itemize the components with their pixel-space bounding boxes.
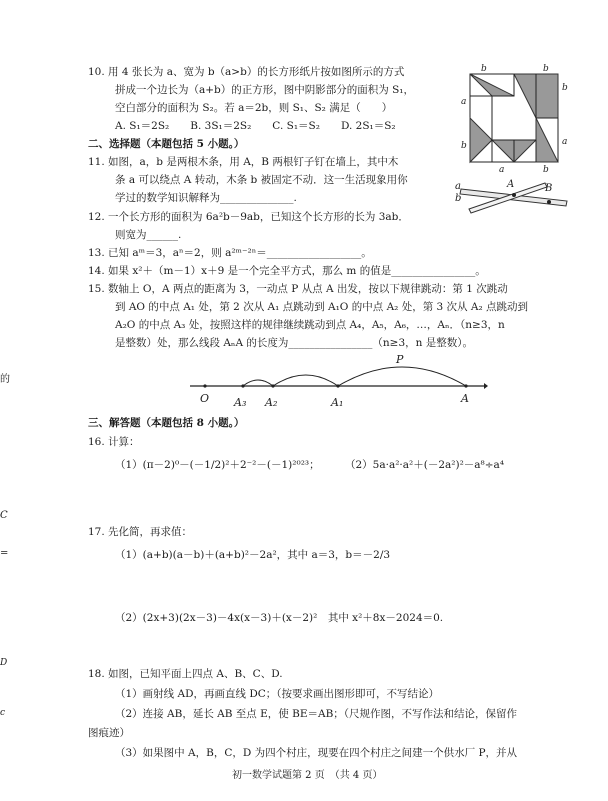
- margin-fragment: 的: [0, 374, 10, 385]
- q10-line3: 空白部分的面积为 S₂。若 a＝2b，则 S₁、S₂ 满足（ ）: [115, 102, 393, 114]
- q10-line2: 拼成一个边长为（a+b）的正方形，图中阴影部分的面积为 S₁，: [115, 84, 415, 96]
- margin-fragment: =: [0, 548, 9, 559]
- fig-label-b: b: [481, 64, 487, 74]
- margin-fragment: C: [0, 510, 8, 521]
- fig-label-a: a: [461, 97, 467, 107]
- fig-label-a: a: [455, 181, 461, 192]
- q15-number-line: [188, 350, 488, 412]
- q11-line3: 学过的数学知识解释为______________.: [115, 192, 297, 204]
- q15-line1: 15. 数轴上 O，A 两点的距离为 3，一动点 P 从点 A 出发，按以下规律跳动：第 1 次跳动: [88, 283, 508, 295]
- axis-label-A: A: [461, 392, 469, 405]
- q16-part2: （2）5a·a²·a²＋(－2a²)²－a⁸÷a⁴: [345, 459, 505, 471]
- section-2-heading: 二、选择题（本题包括 5 小题。）: [88, 138, 245, 150]
- q12-line1: 12. 一个长方形的面积为 6a²b－9ab，已知这个长方形的长为 3ab．: [88, 211, 409, 223]
- fig-label-a: a: [499, 165, 505, 174]
- axis-label-P: P: [396, 353, 404, 366]
- q10-line1: 10. 用 4 张长为 a、宽为 b（a>b）的长方形纸片按如图所示的方式: [88, 66, 405, 78]
- axis-label-A3: A₃: [234, 396, 247, 409]
- q15-line4: 是整数）处，那么线段 AₙA 的长度为________________（n≥3，n 是整数）。: [115, 337, 473, 349]
- q17-part1: （1）(a+b)(a－b)＋(a+b)²－2a²，其中 a＝3，b＝－2/3: [115, 549, 391, 561]
- q16-part1: （1）(π－2)⁰－(－1/2)²＋2⁻²－(－1)²⁰²³；: [115, 459, 320, 471]
- q17-part2: （2）(2x+3)(2x－3)－4x(x－3)＋(x－2)² 其中 x²＋8x－2024＝0.: [115, 612, 444, 624]
- q15-line2: 到 AO 的中点 A₁ 处，第 2 次从 A₁ 点跳动到 A₁O 的中点 A₂ 处，第 3 次从 A₂ 点跳动到: [115, 301, 529, 313]
- q10-square-figure: [455, 64, 573, 174]
- fig-label-b: b: [543, 64, 549, 74]
- axis-label-O: O: [200, 392, 210, 405]
- q14: 14. 如果 x²＋（m－1）x＋9 是一个完全平方式，那么 m 的值是________________。: [88, 265, 486, 277]
- q11-line1: 11. 如图，a，b 是两根木条，用 A，B 两根钉子钉在墙上，其中木: [88, 156, 399, 168]
- q15-line3: A₂O 的中点 A₃ 处，按照这样的规律继续跳动到点 A₄，A₅，A₆，…，Aₙ．（n≥3，n: [115, 319, 505, 331]
- q17-title: 17. 先化简，再求值：: [88, 526, 193, 538]
- axis-label-A2: A₂: [265, 396, 278, 409]
- margin-fragment: D: [0, 658, 8, 668]
- fig-label-b: b: [562, 83, 568, 93]
- section-3-heading: 三、解答题（本题包括 8 小题。）: [88, 417, 245, 429]
- q11-line2: 条 a 可以绕点 A 转动，木条 b 被固定不动．这一生活现象用你: [115, 174, 408, 186]
- fig-label-b: b: [461, 141, 467, 151]
- q18-line2: （1）画射线 AD，再画直线 DC；（按要求画出图形即可，不写结论）: [115, 688, 440, 700]
- q18-line3: （2）连接 AB，延长 AB 至点 E，使 BE＝AB；（尺规作图，不写作法和结论，保留作: [115, 708, 518, 720]
- q12-line2: 则宽为______.: [115, 229, 182, 241]
- margin-fragment: c: [0, 708, 6, 718]
- q13: 13. 已知 aᵐ＝3，aⁿ＝2，则 a²ᵐ⁻²ⁿ＝__________________。: [88, 247, 372, 259]
- q18-line5: （3）如果图中 A，B，C，D 为四个村庄，现要在四个村庄之间建一个供水厂 P，并从: [115, 747, 518, 759]
- fig-label-b: b: [455, 193, 462, 204]
- fig-label-b: b: [543, 165, 549, 174]
- fig-label-point-A: A: [507, 179, 515, 190]
- q11-sticks-figure: [455, 175, 573, 223]
- fig-label-a: a: [562, 137, 568, 147]
- q18-line4: 图痕迹）: [88, 727, 130, 739]
- q16-title: 16. 计算：: [88, 436, 140, 448]
- page-footer: 初一数学试题第 2 页 （共 4 页）: [232, 770, 383, 781]
- fig-label-point-B: B: [545, 183, 553, 194]
- q18-line1: 18. 如图，已知平面上四点 A、B、C、D.: [88, 668, 283, 680]
- axis-label-A1: A₁: [331, 396, 344, 409]
- q10-options: A. S₁＝2S₂ B. 3S₁＝2S₂ C. S₁＝S₂ D. 2S₁＝S₂: [115, 120, 396, 132]
